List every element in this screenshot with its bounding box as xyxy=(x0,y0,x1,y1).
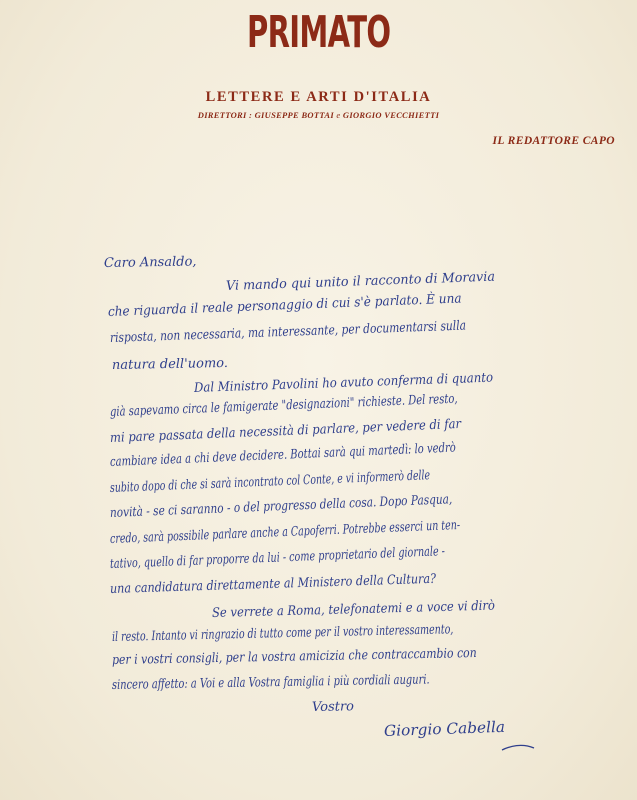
letterhead-subtitle: LETTERE E ARTI D'ITALIA xyxy=(205,89,432,105)
director-2: GIORGIO VECCHIETTI xyxy=(342,110,440,120)
letter-line: credo, sarà possibile parlare anche a Capoferri. Potrebbe esserci un ten- xyxy=(109,517,461,547)
letter-line: natura dell'uomo. xyxy=(111,355,229,373)
director-1: GIUSEPPE BOTTAI xyxy=(254,110,334,120)
letter-line: Vi mando qui unito il racconto di Moravia xyxy=(225,269,496,294)
letter-line: mi pare passata della necessità di parlare, per vedere di far xyxy=(109,416,462,446)
letter-line: Dal Ministro Pavolini ho avuto conferma di quanto xyxy=(193,370,494,396)
letterhead-role: IL REDATTORE CAPO xyxy=(492,135,615,147)
primato-logo: PRIMATO xyxy=(246,7,391,58)
directors-separator: e xyxy=(336,110,341,120)
letter-line: già sapevamo circa le famigerate "designazioni" richieste. Del resto, xyxy=(109,391,458,420)
closing: Vostro xyxy=(311,699,355,715)
salutation: Caro Ansaldo, xyxy=(103,254,197,271)
signature: Giorgio Cabella xyxy=(383,717,506,740)
directors-label: DIRETTORI : xyxy=(197,110,253,120)
letter-line: sincero affetto: a Voi e alla Vostra famiglia i più cordiali auguri. xyxy=(111,672,430,693)
letter-line: novità - se ci saranno - o del progresso della cosa. Dopo Pasqua, xyxy=(109,492,453,521)
letter-line: il resto. Intanto vi ringrazio di tutto come per il vostro interessamento, xyxy=(111,622,454,645)
letter-line: per i vostri consigli, per la vostra amicizia che contraccambio con xyxy=(111,645,477,668)
letter-line: che riguarda il reale personaggio di cui s'è parlato. È una xyxy=(107,291,462,320)
letter-line: risposta, non necessaria, ma interessante, per documentarsi sulla xyxy=(109,318,467,346)
letter-line: tativo, quello di far proporre da lui - come proprietario del giornale - xyxy=(109,544,446,572)
letter-line: subito dopo di che si sarà incontrato col Conte, e vi informerò delle xyxy=(109,468,431,496)
signature-flourish xyxy=(500,740,540,754)
letter-line: Se verrete a Roma, telefonatemi e a voce vi dirò xyxy=(211,598,496,621)
letter-line: una candidatura direttamente al Ministero della Cultura? xyxy=(109,571,437,597)
letter-line: cambiare idea a chi deve decidere. Bottai sarà qui martedì: lo vedrò xyxy=(109,440,457,470)
